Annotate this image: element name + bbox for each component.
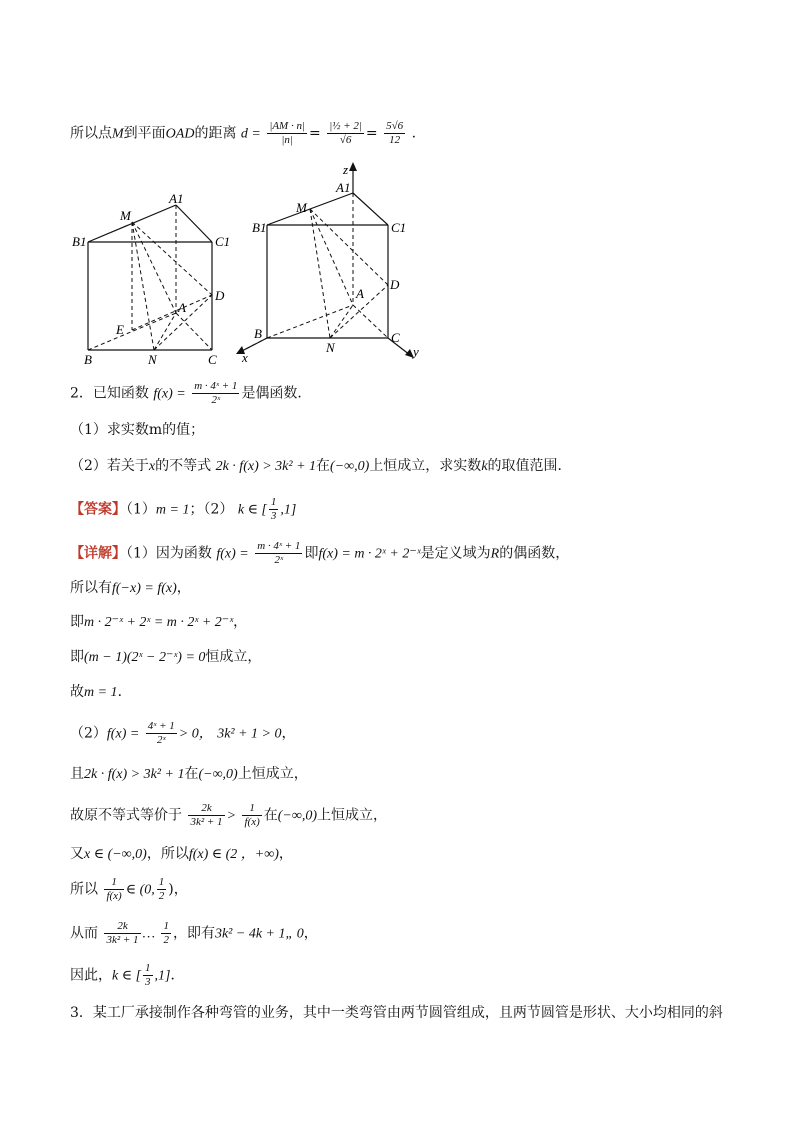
detail-line-3: 即m · 2⁻ˣ + 2ˣ = m · 2ˣ + 2⁻ˣ， [70, 614, 248, 630]
label-B: B [84, 352, 92, 367]
edge-A1C1 [353, 193, 388, 225]
segment-MA [310, 209, 353, 305]
distance-conclusion: 所以点M到平面OAD的距离 d = $\frac{|AM \cdot n|}{|n|}$ = $\frac{\text{|½ + 2|}}{√6}$ = $\frac{5√6}{12}$ . [70, 120, 417, 146]
label-B1: B1 [72, 234, 87, 249]
detail-fraction-2: $\frac{\text{4ˣ + 1}}{\text{2ˣ}}$ [147, 720, 175, 746]
detail-line-1: 【详解】（1）因为函数 f(x) = $\frac{\text{m · 4ˣ + 1}}{\text{2ˣ}}$ 即f(x) = m · 2ˣ + 2⁻ˣ是定义域为R的偶函数， [70, 540, 570, 566]
prism-figure-2 [230, 160, 430, 365]
distance-fraction-3: $\frac{5√6}{12}$ [386, 120, 404, 146]
z-arrow-icon [349, 162, 357, 171]
edge-BA [88, 313, 176, 350]
question-2-part-2: （2）若关于x的不等式 2k · f(x) > 3k² + 1在(−∞,0)上恒成立，求实数k的取值范围． [70, 458, 572, 474]
label-y: y [413, 344, 419, 359]
distance-fraction-2: $\frac{\text{|½ + 2|}}{√6}$ [329, 120, 362, 146]
label-N: N [326, 340, 335, 355]
detail-fraction-7: $\frac{2k}{\text{3k² + 1}}$ [106, 920, 139, 946]
detail-line-2: 所以有f(−x) = f(x)， [70, 580, 191, 596]
label-x: x [242, 350, 248, 365]
label-C1: C1 [391, 220, 407, 235]
distance-fraction-1: $\frac{|AM \cdot n|}{|n|}$ [269, 120, 305, 146]
detail-fraction-5: $\frac{1}{f(x)}$ [106, 876, 122, 902]
label-z: z [343, 162, 349, 177]
label-A: A [178, 300, 186, 315]
question-2: 2．已知函数 f(x) = $\frac{\text{m · 4ˣ + 1}}{\text{2ˣ}}$ 是偶函数． [70, 380, 312, 406]
segment-NA [154, 313, 176, 350]
label-N: N [148, 352, 157, 367]
detail-fraction-8: $\frac{1}{2}$ [163, 920, 169, 946]
edge-BA [267, 305, 353, 338]
segment-NA [330, 305, 353, 338]
detail-line-5: 故m = 1． [70, 684, 132, 700]
segment-MA [132, 222, 176, 313]
edge-AC [353, 305, 388, 338]
label-B: B [254, 326, 262, 341]
label-A: A [356, 286, 364, 301]
label-B1: B1 [252, 220, 267, 235]
segment-MN [132, 222, 154, 350]
label-C: C [208, 352, 217, 367]
prism-figure-1 [70, 190, 250, 370]
detail-line-6: （2）f(x) = $\frac{\text{4ˣ + 1}}{\text{2ˣ}}$ > 0， 3k² + 1 > 0， [70, 720, 296, 746]
detail-fraction-4: $\frac{1}{f(x)}$ [244, 802, 260, 828]
label-C1: C1 [215, 234, 231, 249]
q2-fraction: $\frac{\text{m · 4ˣ + 1}}{\text{2ˣ}}$ [194, 380, 238, 406]
label-C: C [391, 330, 400, 345]
detail-line-10: 所以 $\frac{1}{f(x)}$ ∈ (0, $\frac{1}{2}$ )， [70, 876, 188, 902]
detail-fraction-6: $\frac{1}{2}$ [158, 876, 165, 902]
label-M: M [120, 208, 131, 223]
segment-MD [310, 209, 388, 285]
label-D: D [390, 277, 400, 292]
detail-fraction-3: $\frac{2k}{\text{3k² + 1}}$ [190, 802, 223, 828]
detail-fraction-1: $\frac{\text{m · 4ˣ + 1}}{\text{2ˣ}}$ [257, 540, 301, 566]
detail-tag: 【详解】 [70, 545, 126, 562]
label-E: E [116, 322, 124, 337]
detail-line-8: 故原不等式等价于 $\frac{2k}{\text{3k² + 1}}$ > $\frac{1}{f(x)}$ 在(−∞,0)上恒成立， [70, 802, 387, 828]
question-2-part-1: （1）求实数m的值； [70, 422, 205, 438]
segment-MD [132, 222, 212, 295]
answer-tag: 【答案】 [70, 501, 126, 518]
detail-line-4: 即(m − 1)(2ˣ − 2⁻ˣ) = 0恒成立， [70, 649, 262, 665]
segment-ED [132, 295, 212, 330]
label-M: M [296, 200, 307, 215]
label-A1: A1 [169, 191, 184, 206]
answer-fraction: $\frac{1}{3}$ [270, 496, 277, 522]
detail-line-9: 又x ∈ (−∞,0)，所以f(x) ∈ (2 ，+∞)， [70, 846, 293, 862]
detail-fraction-9: $\frac{1}{3}$ [145, 962, 151, 988]
edge-A1C1 [176, 205, 212, 242]
detail-line-11: 从而 $\frac{2k}{\text{3k² + 1}}$ … $\frac{1}{2}$ ，即有3k² − 4k + 1„ 0， [70, 920, 318, 946]
question-3: 3．某工厂承接制作各种弯管的业务，其中一类弯管由两节圆管组成，且两节圆管是形状、大小均相同的斜 [70, 1005, 723, 1021]
label-D: D [215, 288, 225, 303]
edge-AC [176, 313, 212, 350]
detail-line-7: 且2k · f(x) > 3k² + 1在(−∞,0)上恒成立， [70, 766, 308, 782]
answer-line: 【答案】（1）m = 1；（2） k ∈ [ $\frac{1}{3}$ ,1] [70, 496, 297, 522]
detail-line-12: 因此，k ∈ [ $\frac{1}{3}$ ,1]． [70, 962, 185, 988]
label-A1: A1 [336, 180, 351, 195]
segment-MN [310, 209, 330, 338]
